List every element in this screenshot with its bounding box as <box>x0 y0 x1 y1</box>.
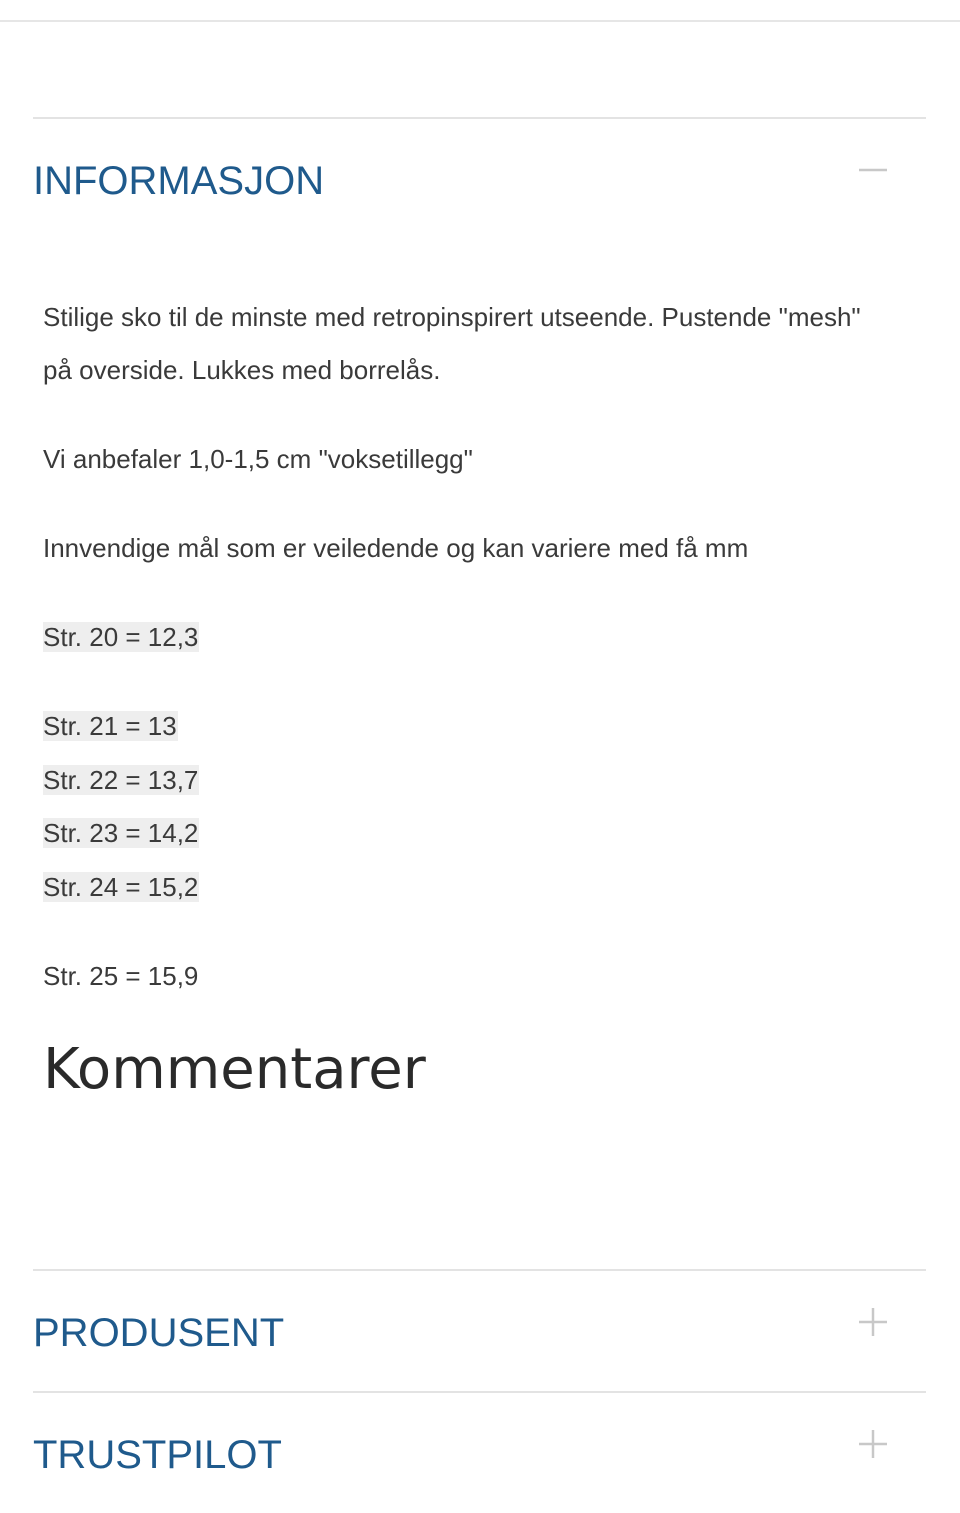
plus-icon[interactable] <box>858 1307 888 1337</box>
size-row-text: Str. 24 = 15,2 <box>43 872 199 902</box>
plus-icon[interactable] <box>858 1429 888 1459</box>
produsent-section-title[interactable]: PRODUSENT <box>33 1311 285 1355</box>
size-row <box>43 620 199 654</box>
trustpilot-section-header[interactable] <box>33 1393 926 1513</box>
measurement-note: Innvendige mål som er veiledende og kan variere med få mm <box>43 533 749 563</box>
size-row-text: Str. 25 = 15,9 <box>43 961 199 991</box>
comments-heading: Kommentarer <box>43 1037 426 1102</box>
size-row <box>43 816 199 850</box>
produsent-section <box>33 1269 926 1391</box>
info-section-title[interactable]: INFORMASJON <box>33 159 325 203</box>
size-row <box>43 763 199 797</box>
description-line-2: på overside. Lukkes med borrelås. <box>43 355 441 385</box>
size-row-text: Str. 22 = 13,7 <box>43 765 199 795</box>
info-section <box>33 117 926 239</box>
size-row-text: Str. 23 = 14,2 <box>43 818 199 848</box>
growth-recommendation: Vi anbefaler 1,0-1,5 cm "voksetillegg" <box>43 444 473 474</box>
size-row <box>43 959 198 993</box>
size-row <box>43 709 178 743</box>
trustpilot-section <box>33 1391 926 1513</box>
minus-icon[interactable] <box>858 155 888 185</box>
top-divider <box>0 20 960 22</box>
trustpilot-section-title[interactable]: TRUSTPILOT <box>33 1433 282 1477</box>
info-section-header[interactable] <box>33 119 926 239</box>
size-row-text: Str. 20 = 12,3 <box>43 622 199 652</box>
size-row <box>43 870 199 904</box>
description-line-1: Stilige sko til de minste med retropinspirert utseende. Pustende "mesh" <box>43 302 861 332</box>
produsent-section-header[interactable] <box>33 1271 926 1391</box>
size-row-text: Str. 21 = 13 <box>43 711 177 741</box>
